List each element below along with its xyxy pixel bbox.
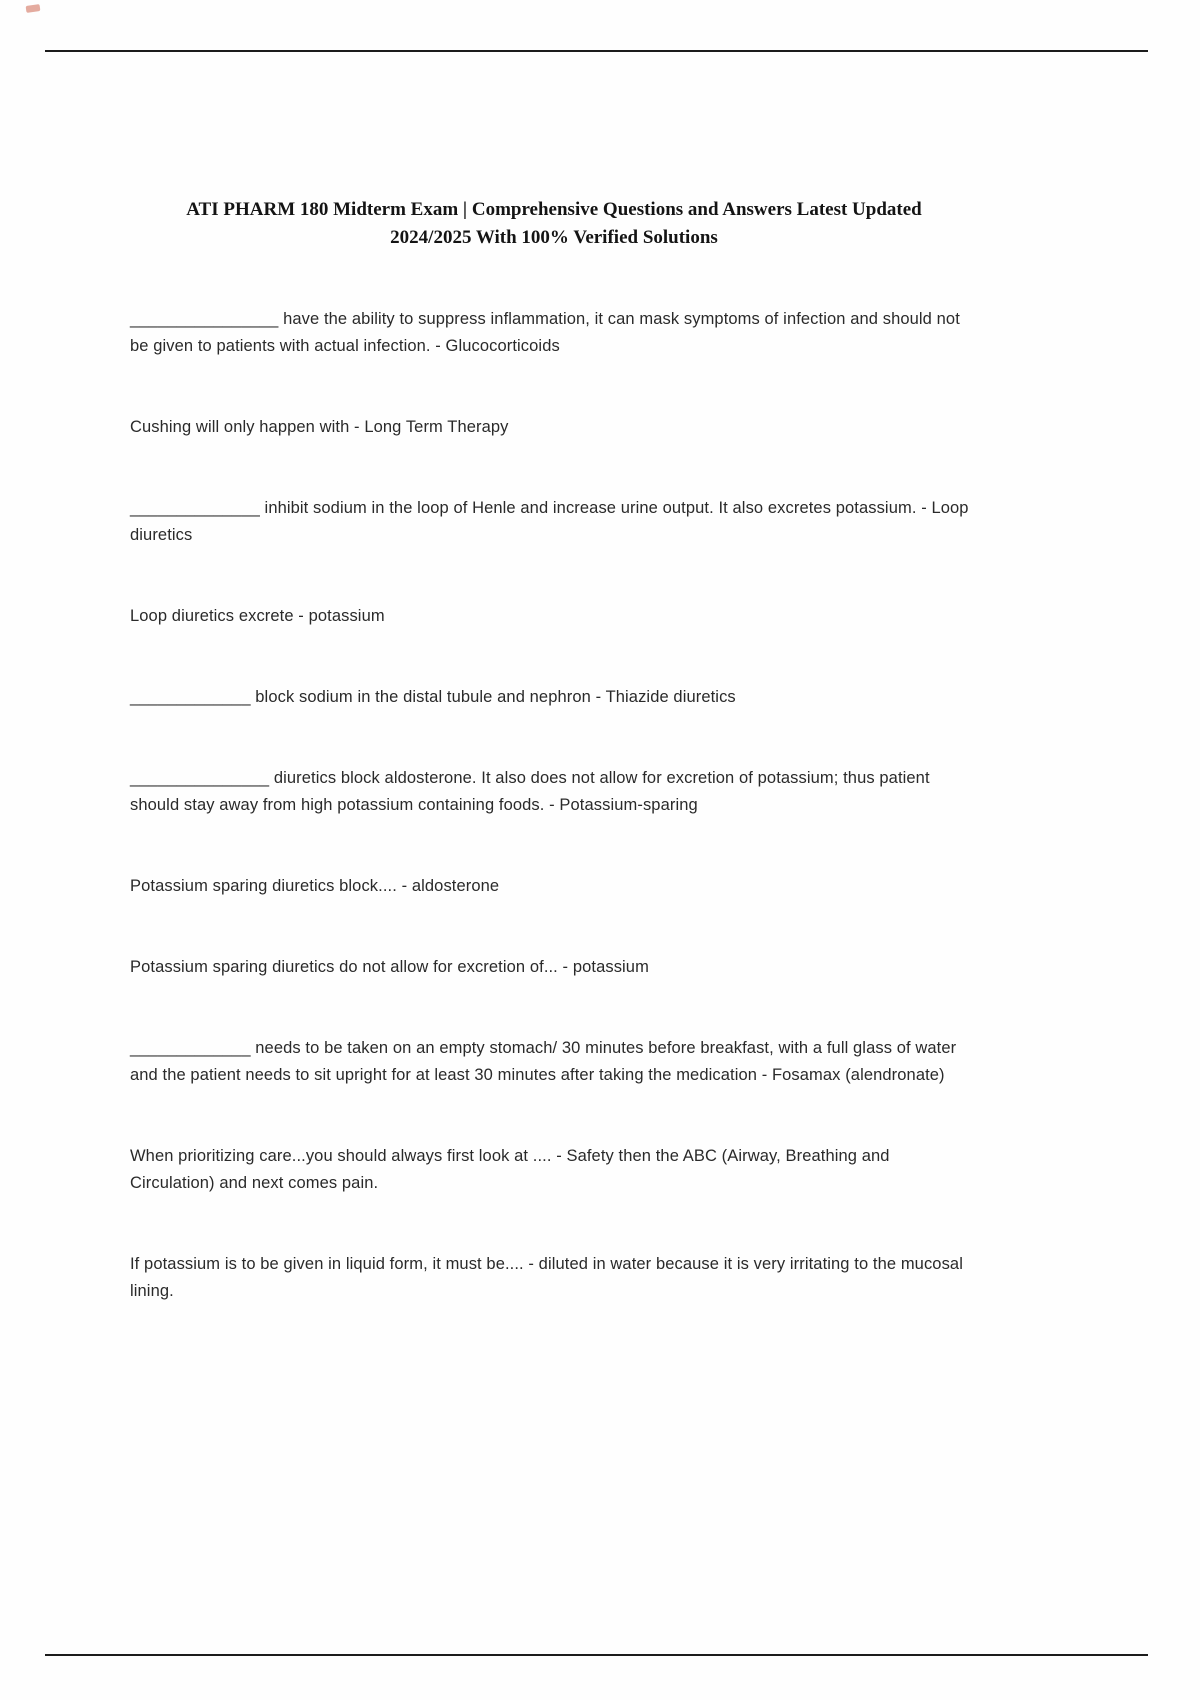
qa-paragraph: Cushing will only happen with - Long Term Therapy bbox=[130, 418, 509, 436]
qa-paragraph: Loop diuretics excrete - potassium bbox=[130, 607, 385, 625]
qa-paragraph: Potassium sparing diuretics do not allow for excretion of... - potassium bbox=[130, 958, 649, 976]
scan-artifact-mark bbox=[26, 4, 41, 13]
qa-paragraph: If potassium is to be given in liquid form, it must be.... - diluted in water because it is very irritating to the mucosal lining. bbox=[130, 1255, 963, 1300]
bottom-horizontal-rule bbox=[45, 1654, 1148, 1656]
document-body bbox=[130, 0, 978, 1359]
qa-paragraph: _____________ block sodium in the distal tubule and nephron - Thiazide diuretics bbox=[130, 688, 736, 706]
document-title: ATI PHARM 180 Midterm Exam | Comprehensive Questions and Answers Latest Updated 2024/2025 With 100% Verified Solutions bbox=[186, 199, 922, 248]
qa-paragraph: ________________ have the ability to suppress inflammation, it can mask symptoms of infection and should not be given to patients with actual infection. - Glucocorticoids bbox=[130, 310, 960, 355]
qa-paragraph: _______________ diuretics block aldosterone. It also does not allow for excretion of potassium; thus patient should stay away from high potassium containing foods. - Potassium-sparing bbox=[130, 769, 930, 814]
qa-paragraph: When prioritizing care...you should always first look at .... - Safety then the ABC (Airway, Breathing and Circulation) and next comes pain. bbox=[130, 1147, 890, 1192]
qa-paragraph: _____________ needs to be taken on an empty stomach/ 30 minutes before breakfast, with a full glass of water and the patient needs to sit upright for at least 30 minutes after taking the medication - Fosamax (alendronate) bbox=[130, 1039, 957, 1084]
qa-paragraph: ______________ inhibit sodium in the loop of Henle and increase urine output. It also excretes potassium. - Loop diuretics bbox=[130, 499, 969, 544]
qa-paragraph: Potassium sparing diuretics block.... - aldosterone bbox=[130, 877, 500, 895]
